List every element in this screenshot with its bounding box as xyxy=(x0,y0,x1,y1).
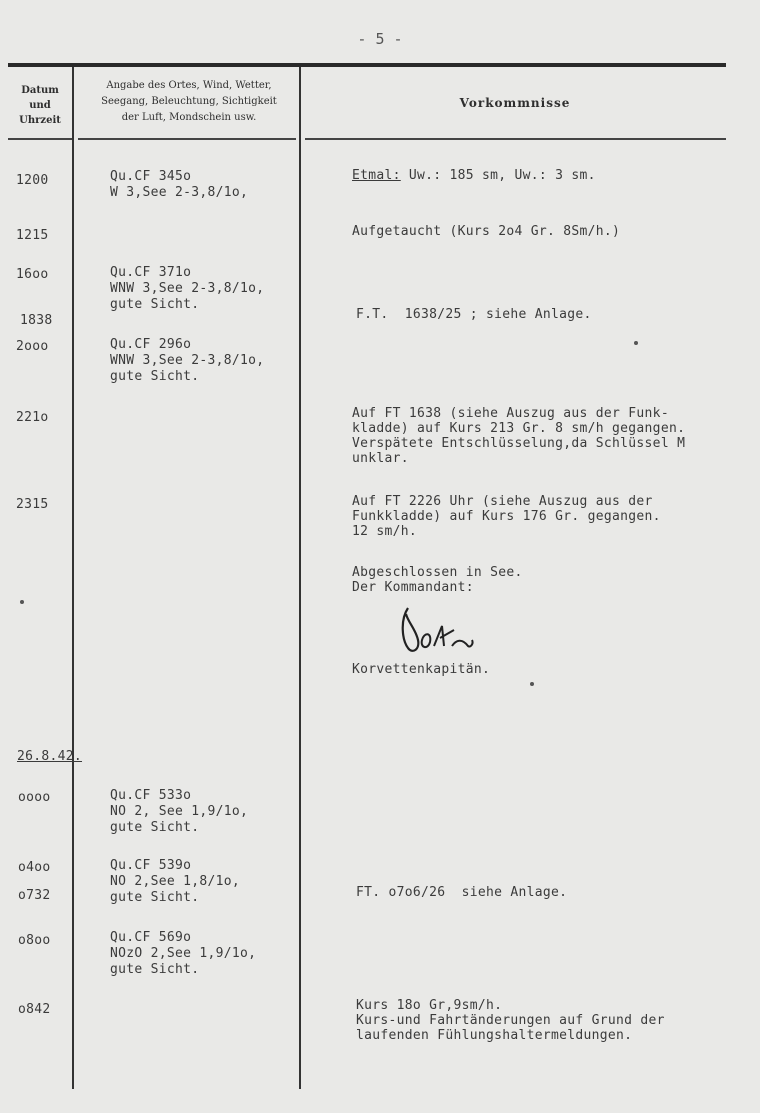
event-line: F.T. 1638/25 ; siehe Anlage. xyxy=(356,307,592,322)
place-line: gute Sicht. xyxy=(110,369,200,384)
place-line: Qu.CF 345o xyxy=(110,169,192,184)
closing-line: Abgeschlossen in See. xyxy=(352,565,523,580)
closing-line: Der Kommandant: xyxy=(352,580,474,595)
place-line: W 3,See 2-3,8/1o, xyxy=(110,185,249,200)
commander-signature xyxy=(398,600,488,660)
header-datum xyxy=(8,83,72,128)
rank-line: Korvettenkapitän. xyxy=(352,662,491,677)
etmal-label: Etmal: xyxy=(352,168,401,183)
place-line: gute Sicht. xyxy=(110,890,200,905)
place-line: Qu.CF 371o xyxy=(110,265,192,280)
place-line: NOzO 2,See 1,9/1o, xyxy=(110,946,257,961)
event-line: unklar. xyxy=(352,451,409,466)
event-line: Auf FT 2226 Uhr (siehe Auszug aus der xyxy=(352,494,653,509)
event-line: Funkkladde) auf Kurs 176 Gr. gegangen. xyxy=(352,509,661,524)
time-cell: 221o xyxy=(16,410,49,425)
header-angabe xyxy=(78,78,300,126)
date-heading: 26.8.42. xyxy=(17,749,83,764)
place-line: gute Sicht. xyxy=(110,962,200,977)
event-line: Kurs-und Fahrtänderungen auf Grund der xyxy=(356,1013,665,1028)
header-angabe-line: Seegang, Beleuchtung, Sichtigkeit xyxy=(101,96,277,107)
header-top-rule xyxy=(8,63,726,67)
event-line: FT. o7o6/26 siehe Anlage. xyxy=(356,885,568,900)
event-line: Kurs 18o Gr,9sm/h. xyxy=(356,998,503,1013)
event-line: Verspätete Entschlüsselung,da Schlüssel M xyxy=(352,436,686,451)
page-number: - 5 - xyxy=(357,30,403,48)
time-cell: o732 xyxy=(18,888,51,903)
header-bottom-rule xyxy=(8,138,72,140)
paper-speck xyxy=(20,600,24,604)
place-line: gute Sicht. xyxy=(110,297,200,312)
paper-speck xyxy=(634,341,638,345)
paper-speck xyxy=(530,682,534,686)
time-cell: 2ooo xyxy=(16,339,49,354)
time-cell: o842 xyxy=(18,1002,51,1017)
header-datum-line: und xyxy=(29,100,51,111)
header-bottom-rule xyxy=(305,138,726,140)
header-datum-line: Uhrzeit xyxy=(19,115,61,126)
time-cell: 2315 xyxy=(16,497,49,512)
time-cell: 1215 xyxy=(16,228,49,243)
time-cell: o4oo xyxy=(18,860,51,875)
place-line: Qu.CF 533o xyxy=(110,788,192,803)
header-datum-line: Datum xyxy=(21,85,59,96)
event-line: kladde) auf Kurs 213 Gr. 8 sm/h gegangen. xyxy=(352,421,686,436)
event-line xyxy=(352,168,596,183)
event-line: Auf FT 1638 (siehe Auszug aus der Funk- xyxy=(352,406,669,421)
time-cell: 1838 xyxy=(20,313,53,328)
event-line: Aufgetaucht (Kurs 2o4 Gr. 8Sm/h.) xyxy=(352,224,621,239)
event-line: laufenden Fühlungshaltermeldungen. xyxy=(356,1028,633,1043)
place-line: WNW 3,See 2-3,8/1o, xyxy=(110,281,265,296)
place-line: NO 2, See 1,9/1o, xyxy=(110,804,249,819)
place-line: NO 2,See 1,8/1o, xyxy=(110,874,241,889)
header-vorkommnisse: Vorkommnisse xyxy=(459,96,571,110)
column-divider xyxy=(72,67,74,1089)
time-cell: oooo xyxy=(18,790,51,805)
header-bottom-rule xyxy=(78,138,296,140)
time-cell: o8oo xyxy=(18,933,51,948)
time-cell: 1200 xyxy=(16,173,49,188)
place-line: Qu.CF 296o xyxy=(110,337,192,352)
place-line: Qu.CF 539o xyxy=(110,858,192,873)
time-cell: 16oo xyxy=(16,267,49,282)
column-divider xyxy=(299,67,301,1089)
event-line: 12 sm/h. xyxy=(352,524,418,539)
place-line: Qu.CF 569o xyxy=(110,930,192,945)
place-line: WNW 3,See 2-3,8/1o, xyxy=(110,353,265,368)
place-line: gute Sicht. xyxy=(110,820,200,835)
etmal-value: Uw.: 185 sm, Uw.: 3 sm. xyxy=(400,168,596,183)
header-angabe-line: der Luft, Mondschein usw. xyxy=(121,112,257,123)
header-angabe-line: Angabe des Ortes, Wind, Wetter, xyxy=(106,80,272,91)
